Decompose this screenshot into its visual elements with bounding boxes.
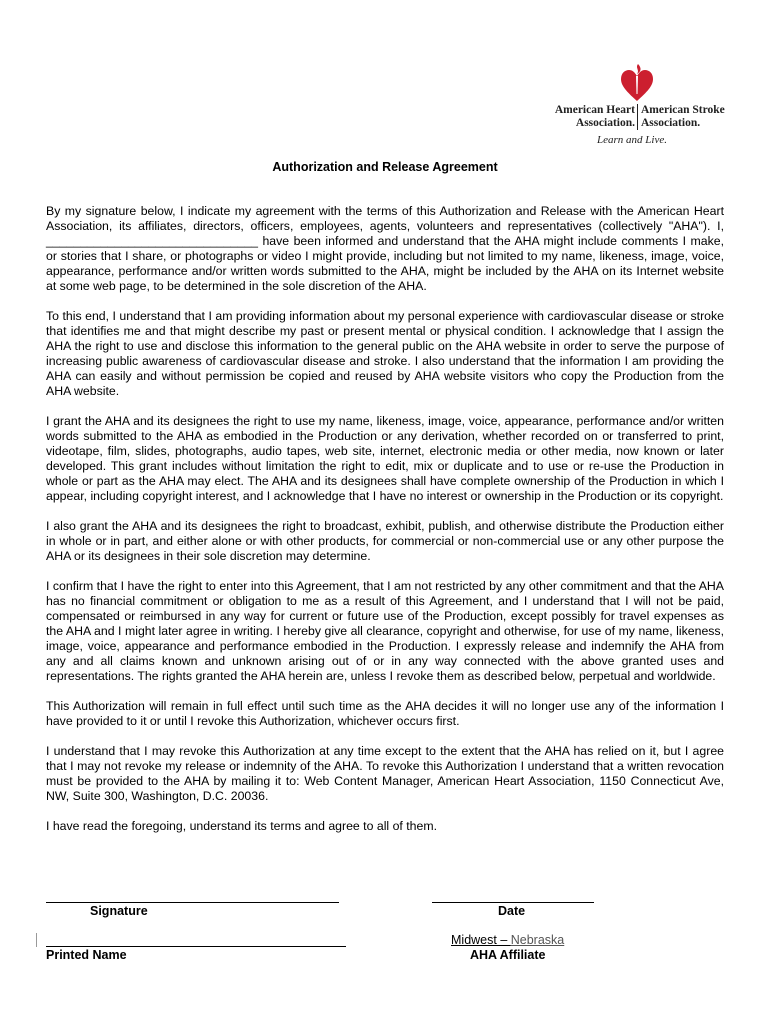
affiliate-value xyxy=(451,933,564,947)
logo-right-line2: Association. xyxy=(641,117,701,129)
document-title: Authorization and Release Agreement xyxy=(272,160,498,174)
logo-stroke-association xyxy=(641,104,741,130)
paragraph-duration: This Authorization will remain in full effect until such time as the AHA decides it will no longer use any of the information I have provided to it or until I revoke this Authorization, whichever occurs first. xyxy=(46,699,724,728)
signature-line[interactable] xyxy=(46,902,339,903)
logo-heart-association xyxy=(549,104,635,130)
paragraph-revocation: I understand that I may revoke this Authorization at any time except to the extent that the AHA has relied on it, but I agree that I may not revoke my release or indemnity of the AHA. To revoke this Authorization I understand that a written revocation must be provided to the AHA by mailing it to: Web Content Manager, American Heart Association, 1150 Connecticut Ave, NW, Suite 300, Washington, D.C. 20036. xyxy=(46,744,724,803)
printed-name-line[interactable] xyxy=(46,946,346,947)
paragraph-personal-info: To this end, I understand that I am providing information about my personal experience with cardiovascular disease or stroke that identifies me and that might describe my past or present mental or physical condition. I acknowledge that I assign the AHA the right to use and disclose this information to the general public on the AHA website in order to serve the purpose of increasing public awareness of cardiovascular disease and stroke. I also understand that the information I am providing the AHA can easily and without permission be copied and reused by AHA website visitors who copy the Production from the AHA website. xyxy=(46,309,724,398)
logo-tagline: Learn and Live. xyxy=(597,134,667,146)
logo-divider xyxy=(637,104,638,130)
affiliate-state: Nebraska xyxy=(510,933,565,947)
signature-label: Signature xyxy=(90,904,148,918)
affiliate-label: AHA Affiliate xyxy=(470,948,546,962)
logo-left-line1: American Heart xyxy=(554,104,635,116)
aha-logo xyxy=(545,64,735,149)
paragraph-grant-distribute: I also grant the AHA and its designees the right to broadcast, exhibit, publish, and otherwise distribute the Production either in whole or in part, and either alone or with other products, for commercial or non-commercial use or any other purpose the AHA or its designees in their sole discretion may determine. xyxy=(46,519,724,563)
agreement-body xyxy=(46,204,724,849)
margin-mark xyxy=(36,933,37,947)
paragraph-confirmation: I confirm that I have the right to enter into this Agreement, that I am not restricted by any other commitment and that the AHA has no financial commitment or obligation to me as a result of this Agreement, and I understand that I will not be paid, compensated or reimbursed in any way for current or future use of the Production, except possibly for travel expenses as the AHA and I might later agree in writing. I hereby give all clearance, copyright and otherwise, for use of my name, likeness, image, voice, appearance and performance embodied in the Production. I expressly release and indemnify the AHA from any and all claims known and unknown arising out of or in any way connected with the above granted uses and representations. The rights granted the AHA herein are, unless I revoke them as described below, perpetual and worldwide. xyxy=(46,579,724,683)
logo-right-line1: American Stroke xyxy=(641,104,725,116)
date-label: Date xyxy=(498,904,526,918)
date-line[interactable] xyxy=(432,902,594,903)
logo-left-line2: Association. xyxy=(575,117,635,129)
heart-torch-icon xyxy=(621,64,653,102)
paragraph-grant-use: I grant the AHA and its designees the right to use my name, likeness, image, voice, appearance, performance and/or written words submitted to the AHA as embodied in the Production or any derivation, whether recorded on or transferred to print, videotape, film, slides, photographs, audio tapes, web site, internet, electronic media or other media, now known or later developed. This grant includes without limitation the right to edit, mix or duplicate and to use or re-use the Production in whole or part as the AHA may elect. The AHA and its designees shall have complete ownership of the Production in which I appear, including copyright interest, and I acknowledge that I have no interest or ownership in the Production or its copyright. xyxy=(46,414,724,503)
printed-name-label: Printed Name xyxy=(46,948,127,962)
paragraph-acknowledgement: I have read the foregoing, understand its terms and agree to all of them. xyxy=(46,819,438,833)
affiliate-region: Midwest – xyxy=(451,933,511,947)
paragraph-agreement: By my signature below, I indicate my agreement with the terms of this Authorization and Release with the American Heart Association, its affiliates, directors, officers, employees, agents, volunteers and representatives (collectively "AHA"). I, _______________________________ have been informed and understand that the AHA might include comments I make, or stories that I share, or photographs or video I might provide, including but not limited to my name, likeness, image, voice, appearance, performance and/or written words submitted to the AHA, might be included by the AHA on its Internet website at some web page, to be determined in the sole discretion of the AHA. xyxy=(46,204,724,293)
